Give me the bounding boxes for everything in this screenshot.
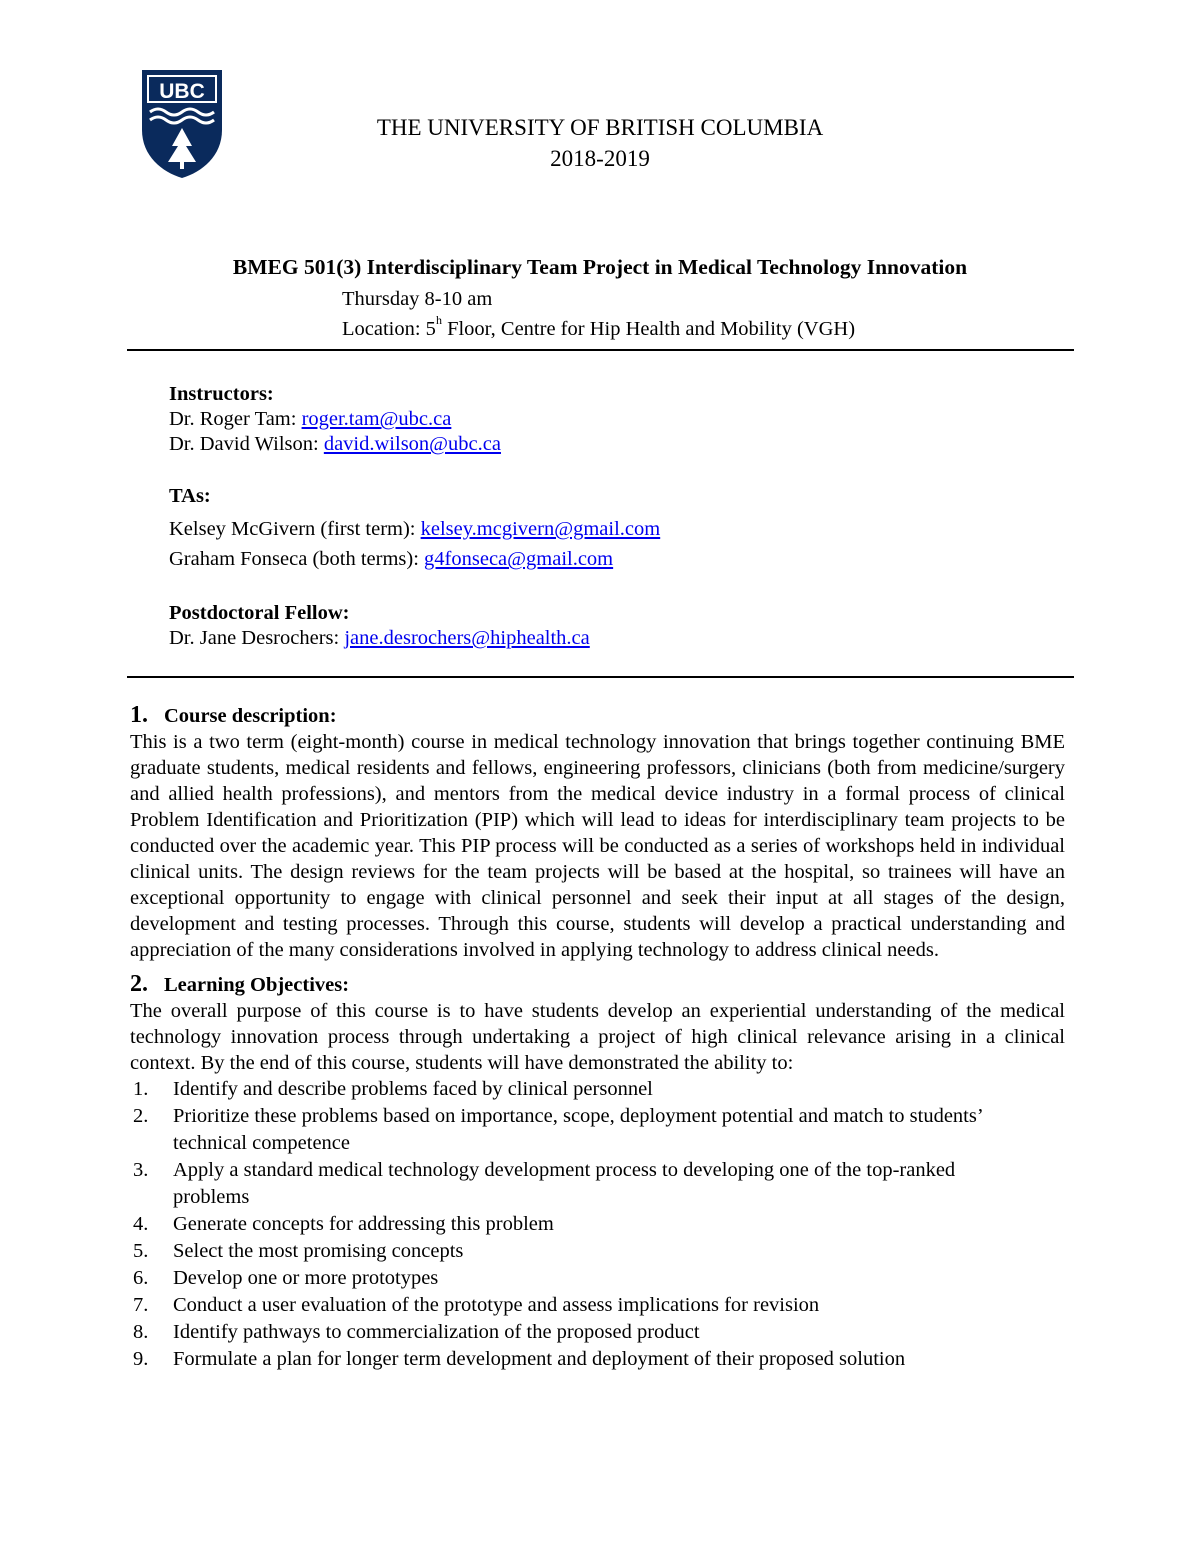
objectives-list bbox=[130, 1076, 1065, 1373]
university-header bbox=[250, 112, 950, 174]
course-description-text: This is a two term (eight-month) course in medical technology innovation that brings together continuing BME graduate students, medical residents and fellows, engineering professors, clinicians (both from medicine/surgery and allied health professions), and mentors from the medical device industry in a formal process of clinical Problem Identification and Prioritization (PIP) which will lead to ideas for interdisciplinary team projects to be conducted over the academic year. This PIP process will be conducted as a series of workshops held in individual clinical units. The design reviews for the team projects will be based at the hospital, so trainees will have an exceptional opportunity to engage with clinical personnel and seek their input at all stages of the design, development and testing processes. Through this course, students will develop a practical understanding and appreciation of the many considerations involved in applying technology to address clinical needs. bbox=[130, 731, 1065, 961]
email-link[interactable]: david.wilson@ubc.ca bbox=[323, 433, 501, 455]
list-item: 3. Apply a standard medical technology development process to developing one of the top-ranked problems bbox=[133, 1159, 956, 1208]
email-link[interactable]: kelsey.mcgivern@gmail.com bbox=[420, 518, 661, 540]
tas-group bbox=[169, 484, 1069, 574]
list-item: 9. Formulate a plan for longer term development and deployment of their proposed solution bbox=[133, 1348, 906, 1370]
ubc-crest-logo bbox=[140, 68, 224, 180]
instructors-group bbox=[169, 382, 1069, 457]
instructor-entry: Dr. Roger Tam: roger.tam@ubc.ca bbox=[169, 408, 452, 430]
instructors-heading: Instructors: bbox=[169, 383, 274, 405]
academic-year: 2018-2019 bbox=[550, 146, 650, 171]
course-location: Location: 5$^h$ Floor, Centre for Hip Health and Mobility (VGH) bbox=[342, 313, 856, 340]
course-title: BMEG 501(3) Interdisciplinary Team Project in Medical Technology Innovation bbox=[232, 255, 968, 279]
course-schedule bbox=[342, 284, 855, 344]
list-item: 2. Prioritize these problems based on importance, scope, deployment potential and match to students’ technical competence bbox=[133, 1105, 983, 1154]
section-number: 1. bbox=[130, 702, 148, 728]
middle-divider bbox=[127, 676, 1074, 678]
postdoc-heading: Postdoctoral Fellow: bbox=[169, 602, 350, 624]
course-staff bbox=[169, 382, 1069, 678]
course-description-heading: 1. Course description: bbox=[130, 702, 337, 728]
postdoc-group bbox=[169, 601, 1069, 651]
ta-entry: Graham Fonseca (both terms): g4fonseca@gmail.com bbox=[169, 548, 614, 570]
email-link[interactable]: jane.desrochers@hiphealth.ca bbox=[344, 627, 590, 649]
list-item: 4. Generate concepts for addressing this problem bbox=[133, 1213, 554, 1235]
tas-heading: TAs: bbox=[169, 485, 211, 507]
crest-ubc-text: UBC bbox=[159, 80, 205, 103]
postdoc-entry: Dr. Jane Desrochers: jane.desrochers@hiphealth.ca bbox=[169, 627, 590, 649]
list-item: 1. Identify and describe problems faced by clinical personnel bbox=[133, 1078, 653, 1100]
learning-objectives-heading: 2. Learning Objectives: bbox=[130, 971, 350, 997]
list-item: 8. Identify pathways to commercialization of the proposed product bbox=[133, 1321, 700, 1343]
list-item: 5. Select the most promising concepts bbox=[133, 1240, 464, 1262]
list-item: 7. Conduct a user evaluation of the prototype and assess implications for revision bbox=[133, 1294, 820, 1316]
learning-objectives-intro: The overall purpose of this course is to have students develop an experiential understanding of the medical technology innovation process through undertaking a project of high clinical relevance arising in a clinical context. By the end of this course, students will have demonstrated the ability to: bbox=[130, 1000, 1065, 1074]
university-name: THE UNIVERSITY OF BRITISH COLUMBIA bbox=[376, 115, 824, 140]
ta-entry: Kelsey McGivern (first term): kelsey.mcgivern@gmail.com bbox=[169, 518, 661, 540]
instructor-entry: Dr. David Wilson: david.wilson@ubc.ca bbox=[169, 433, 501, 455]
email-link[interactable]: roger.tam@ubc.ca bbox=[301, 408, 452, 430]
top-divider bbox=[127, 349, 1074, 351]
course-time: Thursday 8-10 am bbox=[342, 288, 493, 310]
syllabus-content bbox=[130, 702, 1065, 1373]
section-number: 2. bbox=[130, 971, 148, 997]
list-item: 6. Develop one or more prototypes bbox=[133, 1267, 439, 1289]
email-link[interactable]: g4fonseca@gmail.com bbox=[424, 548, 614, 570]
